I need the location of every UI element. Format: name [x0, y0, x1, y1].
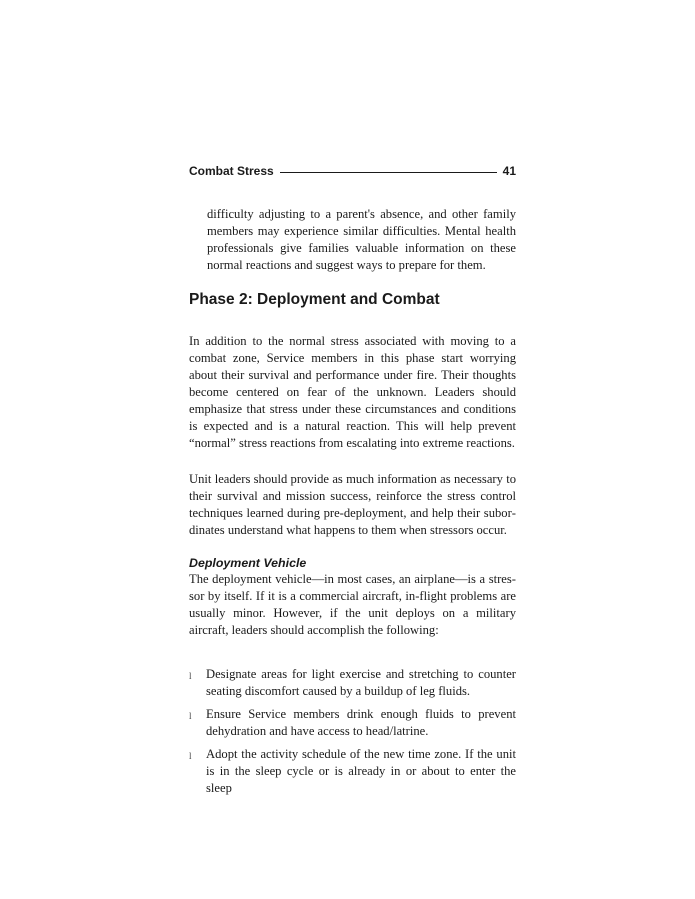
running-header: [189, 162, 516, 180]
document-page: [189, 162, 516, 803]
list-item-text: Ensure Service members drink enough fluids to prevent dehydration and have access to head/latrine.: [206, 707, 516, 738]
list-item: [189, 746, 516, 797]
bullet-icon: l: [189, 711, 192, 721]
page-number: 41: [502, 164, 516, 178]
body-paragraph-2: Unit leaders should provide as much information as necessary to their survival and mission success, reinforce the stress control techniques learned during pre-deployment, and help their subordinates understand what happens to them when stressors occur.: [189, 472, 516, 537]
bullet-icon: l: [189, 751, 192, 761]
bullet-list: [189, 666, 516, 797]
list-item-text: Adopt the activity schedule of the new time zone. If the unit is in the sleep cycle or is already in or about to enter the sleep: [206, 747, 516, 795]
section-title: Combat Stress: [189, 164, 274, 178]
list-item: [189, 706, 516, 740]
body-paragraph-3: The deployment vehicle—in most cases, an airplane—is a stressor by itself. If it is a commercial aircraft, in-flight problems are usually minor. However, if the unit deploys on a military aircraft, leaders should accomplish the following:: [189, 572, 516, 637]
section-heading: Phase 2: Deployment and Combat: [189, 291, 440, 308]
bullet-icon: l: [189, 671, 192, 681]
body-paragraph-1: In addition to the normal stress associated with moving to a combat zone, Service members in this phase start worrying about their survival and performance under fire. Their thoughts become centered on fear of the unknown. Leaders should emphasize that stress under these circumstances and conditions is expected and is a natural reaction. This will help prevent “normal” stress reactions from escalating into extreme reactions.: [189, 334, 516, 450]
subsection-heading: Deployment Vehicle: [189, 556, 307, 570]
continuation-paragraph: difficulty adjusting to a parent's absence, and other family members may experience similar difficulties. Mental health professionals give families valuable information on these normal reactions and suggest ways to prepare for them.: [207, 207, 516, 272]
list-item-text: Designate areas for light exercise and stretching to counter seating discomfort caused by a buildup of leg fluids.: [206, 667, 516, 698]
list-item: [189, 666, 516, 700]
header-rule: [280, 172, 497, 173]
